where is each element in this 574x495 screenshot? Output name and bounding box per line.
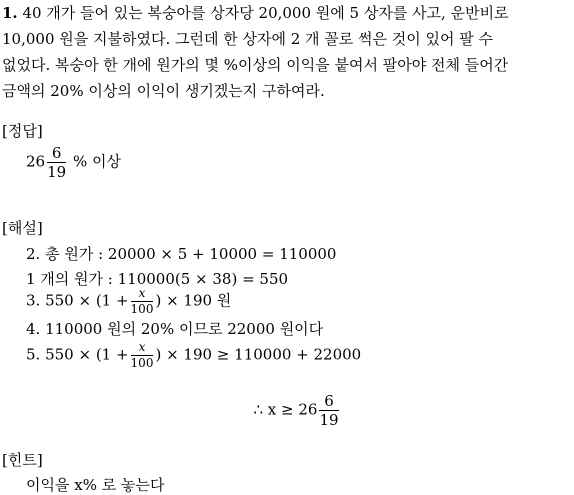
conclusion-denominator: 19 <box>319 411 339 429</box>
step3-denominator: 100 <box>130 302 154 316</box>
step3-fraction <box>131 286 154 317</box>
answer-denominator: 19 <box>47 163 67 181</box>
problem-line-1 <box>2 0 572 26</box>
problem-line-1-text: 40 개가 들어 있는 복숭아를 상자당 20,000 원에 5 상자를 사고, 운반비로 <box>22 4 509 22</box>
step5-suffix: ) × 190 ≥ 110000 + 22000 <box>155 345 362 364</box>
step3-prefix: 3. 550 × (1 + <box>26 291 129 310</box>
solution-step-3 <box>26 286 231 317</box>
answer-numerator: 6 <box>47 144 66 163</box>
problem-line-2: 10,000 원을 지불하였다. 그런데 한 상자에 2 개 꼴로 썩은 것이 있어 팔 수 <box>2 30 494 48</box>
step5-prefix: 5. 550 × (1 + <box>26 345 129 364</box>
step3-numerator: x <box>131 286 154 302</box>
step5-fraction <box>131 340 154 371</box>
answer-whole: 26 <box>26 152 46 171</box>
answer-fraction <box>47 144 66 181</box>
answer-value <box>26 144 121 181</box>
conclusion-numerator: 6 <box>319 392 338 411</box>
problem-line-4: 금액의 20% 이상의 이익이 생기겠는지 구하여라. <box>2 82 325 100</box>
conclusion-fraction <box>319 392 338 429</box>
step3-suffix: ) × 190 원 <box>155 291 232 310</box>
solution-step-1b: 1 개의 원가 : 110000(5 × 38) = 550 <box>26 270 289 288</box>
problem-text <box>2 0 572 104</box>
solution-step-4: 4. 110000 원의 20% 이므로 22000 원이다 <box>26 320 324 338</box>
problem-number: 1. <box>2 4 18 22</box>
hint-heading: [힌트] <box>2 451 43 469</box>
solution-step-2: 2. 총 원가 : 20000 × 5 + 10000 = 110000 <box>26 245 337 263</box>
hint-text: 이익을 x% 로 놓는다 <box>26 476 165 494</box>
solution-conclusion <box>0 392 574 429</box>
step5-denominator: 100 <box>130 356 154 370</box>
step5-numerator: x <box>131 340 154 356</box>
problem-line-3: 없었다. 복숭아 한 개에 원가의 몇 %이상의 이익을 붙여서 팔아야 전체 들어간 <box>2 56 509 74</box>
solution-step-5 <box>26 340 361 371</box>
answer-heading: [정답] <box>2 122 43 140</box>
answer-suffix: % 이상 <box>72 152 121 171</box>
conclusion-prefix: ∴ x ≥ 26 <box>253 400 318 419</box>
solution-heading: [해설] <box>2 219 43 237</box>
